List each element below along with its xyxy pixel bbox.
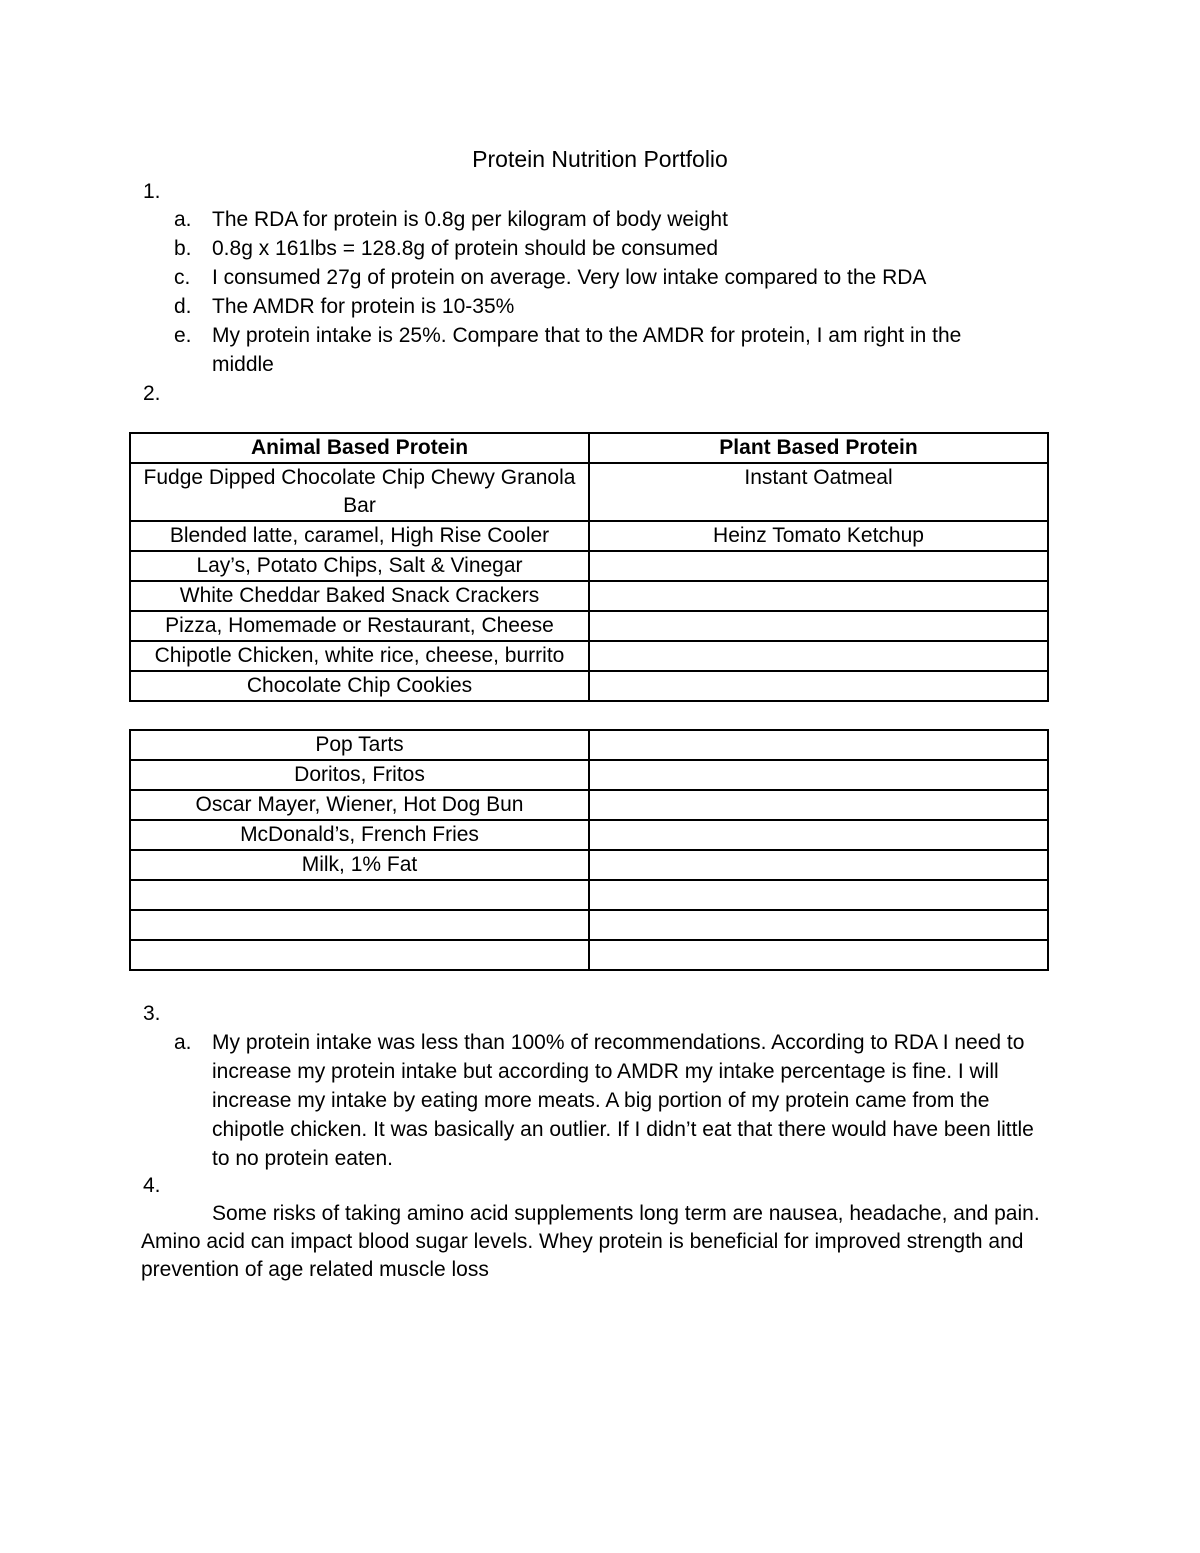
table-row <box>130 820 1048 850</box>
list-item-text: My protein intake is 25%. Compare that to the AMDR for protein, I am right in the middle <box>212 324 962 376</box>
table-row <box>130 671 1048 701</box>
table-cell: Oscar Mayer, Wiener, Hot Dog Bun <box>130 790 589 820</box>
header-animal-protein: Animal Based Protein <box>130 433 589 463</box>
list-item-letter: c. <box>174 266 191 289</box>
document-title: Protein Nutrition Portfolio <box>472 146 728 172</box>
table-row <box>130 730 1048 760</box>
table-row <box>130 641 1048 671</box>
table-cell: Pop Tarts <box>130 730 589 760</box>
table-cell: Chocolate Chip Cookies <box>130 671 589 701</box>
list-item-text: My protein intake was less than 100% of recommendations. According to RDA I need to increase my protein intake but according to AMDR my intake percentage is fine. I will increase my intake by eating more meats. A big portion of my protein came from the chipotle chicken. It was basically an outlier. If I didn’t eat that there would have been little to no protein eaten. <box>212 1031 1034 1170</box>
table-cell <box>589 880 1048 910</box>
table-cell: Blended latte, caramel, High Rise Cooler <box>130 521 589 551</box>
table-cell <box>589 611 1048 641</box>
table-cell <box>130 940 589 970</box>
table-cell <box>589 850 1048 880</box>
table-cell <box>589 790 1048 820</box>
table-cell <box>130 880 589 910</box>
section-2-number: 2. <box>143 382 161 405</box>
list-item-letter: a. <box>174 1031 192 1054</box>
protein-table-2 <box>129 729 1049 971</box>
list-item-text: The RDA for protein is 0.8g per kilogram of body weight <box>212 208 728 231</box>
list-item-letter: a. <box>174 208 192 231</box>
section-4-number: 4. <box>143 1174 161 1197</box>
table-row <box>130 760 1048 790</box>
section-1-number: 1. <box>143 180 161 203</box>
protein-table-1 <box>129 432 1049 702</box>
table-row <box>130 940 1048 970</box>
table-cell <box>589 671 1048 701</box>
table-row <box>130 463 1048 521</box>
table-row <box>130 910 1048 940</box>
table-cell: White Cheddar Baked Snack Crackers <box>130 581 589 611</box>
table-cell <box>589 641 1048 671</box>
table-cell: Heinz Tomato Ketchup <box>589 521 1048 551</box>
table-row <box>130 880 1048 910</box>
list-item-text: 0.8g x 161lbs = 128.8g of protein should be consumed <box>212 237 719 260</box>
table-row <box>130 850 1048 880</box>
table-cell: Milk, 1% Fat <box>130 850 589 880</box>
table-cell: McDonald’s, French Fries <box>130 820 589 850</box>
table-cell: Pizza, Homemade or Restaurant, Cheese <box>130 611 589 641</box>
list-item-letter: e. <box>174 324 192 347</box>
section-4-paragraph: Some risks of taking amino acid supplements long term are nausea, headache, and pain. Amino acid can impact blood sugar levels. Whey protein is beneficial for improved strength and prevention of age related muscle loss <box>141 1202 1040 1281</box>
table-cell <box>130 910 589 940</box>
list-item-letter: d. <box>174 295 192 318</box>
list-item-text: I consumed 27g of protein on average. Very low intake compared to the RDA <box>212 266 927 289</box>
header-plant-protein: Plant Based Protein <box>589 433 1048 463</box>
list-item-text: The AMDR for protein is 10-35% <box>212 295 515 318</box>
table-cell: Fudge Dipped Chocolate Chip Chewy Granola Bar <box>130 463 589 521</box>
table-cell: Chipotle Chicken, white rice, cheese, burrito <box>130 641 589 671</box>
table-cell <box>589 551 1048 581</box>
table-cell <box>589 581 1048 611</box>
table-cell: Doritos, Fritos <box>130 760 589 790</box>
table-row <box>130 611 1048 641</box>
table-row <box>130 551 1048 581</box>
table-cell: Lay’s, Potato Chips, Salt & Vinegar <box>130 551 589 581</box>
table-cell <box>589 820 1048 850</box>
list-item-letter: b. <box>174 237 192 260</box>
table-row <box>130 790 1048 820</box>
table-row <box>130 581 1048 611</box>
table-cell <box>589 910 1048 940</box>
table-row <box>130 521 1048 551</box>
table-cell <box>589 760 1048 790</box>
section-3-number: 3. <box>143 1002 161 1025</box>
table-cell <box>589 730 1048 760</box>
table-header-row <box>130 433 1048 463</box>
table-cell <box>589 940 1048 970</box>
table-cell: Instant Oatmeal <box>589 463 1048 521</box>
